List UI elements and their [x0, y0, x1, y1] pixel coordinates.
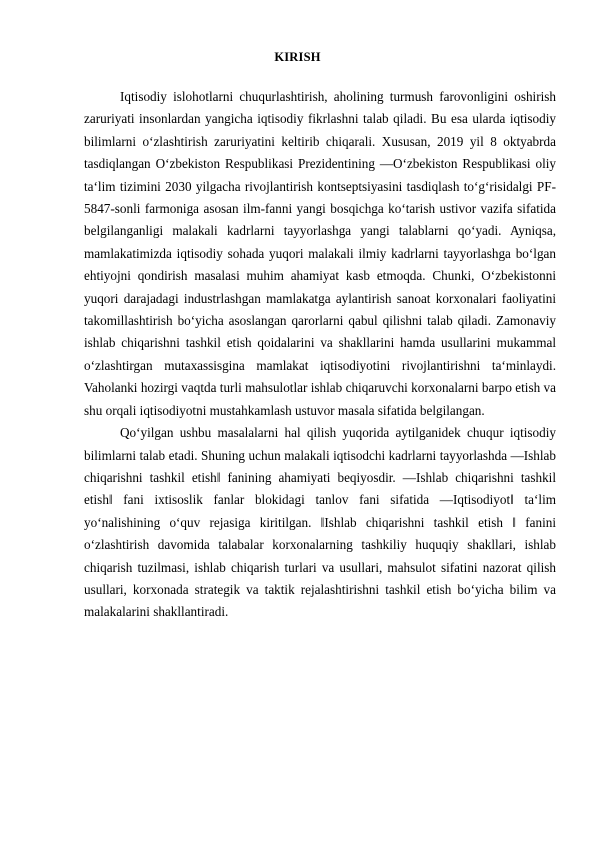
paragraph-2: Qo‘yilgan ushbu masalalarni hal qilish yuqorida aytilganidek chuqur iqtisodiy bilimlarni talab etadi. Shuning uchun malakali iqtisodchi kadrlarni tayyorlashda ―Ishlab chiqarishni tashkil etish‖ fanining ahamiyati beqiyosdir. ―Ishlab chiqarishni tashkil etish‖ fani ixtisoslik fanlar blokidagi tanlov fani sifatida ―Iqtisodiyot‖ ta‘lim yo‘nalishining o‘quv rejasiga kiritilgan. ‖Ishlab chiqarishni tashkil etish ‖ fanini o‘zlashtirish davomida talabalar korxonalarning tashkiliy huquqiy shakllari, ishlab chiqarish tuzilmasi, ishlab chiqarish turlari va usullari, mahsulot sifatini nazorat qilish usullari, korxonada strategik va taktik rejalashtirishni tashkil etish bo‘yicha bilim va malakalarini shakllantiradi.	[84, 425, 556, 620]
document-body	[84, 86, 556, 624]
paragraph-1: Iqtisodiy islohotlarni chuqurlashtirish, aholining turmush farovonligini oshirish zaruriyati insonlardan yangicha iqtisodiy fikrlashni talab qiladi. Bu esa ularda iqtisodiy bilimlarni o‘zlashtirish zaruriyatini keltirib chiqarali. Xususan, 2019 yil 8 oktyabrda tasdiqlangan O‘zbekiston Respublikasi Prezidentining ―O‘zbekiston Respublikasi oliy ta‘lim tizimini 2030 yilgacha rivojlantirish kontseptsiyasini tasdiqlash to‘g‘risidalgi PF-5847-sonli farmoniga asosan ilm-fanni yangi bosqichga ko‘tarish ustivor vazifa sifatida belgilanganligi malakali kadrlarni tayyorlashga yangi talablarni qo‘yadi. Ayniqsa, mamlakatimizda iqtisodiy sohada yuqori malakali ilmiy kadrlarni tayyorlashga bo‘lgan ehtiyojni qondirish masalasi muhim ahamiyat kasb etmoqda. Chunki, O‘zbekistonni yuqori darajadagi industrlashgan mamlakatga aylantirish sanoat korxonalari faoliyatini takomillashtirish bo‘yicha asoslangan qarorlarni qabul qilishni talab qiladi. Zamonaviy ishlab chiqarishni tashkil etish qoidalarini va shakllarini hamda usullarini mukammal o‘zlashtirgan mutaxassisgina mamlakat iqtisodiyotini rivojlantirishni ta‘minlaydi. Vaholanki hozirgi vaqtda turli mahsulotlar ishlab chiqaruvchi korxonalarni barpo etish va shu orqali iqtisodiyotni mustahkamlash ustuvor masala sifatida belgilangan.	[84, 89, 556, 418]
page-title: KIRISH	[274, 50, 321, 64]
